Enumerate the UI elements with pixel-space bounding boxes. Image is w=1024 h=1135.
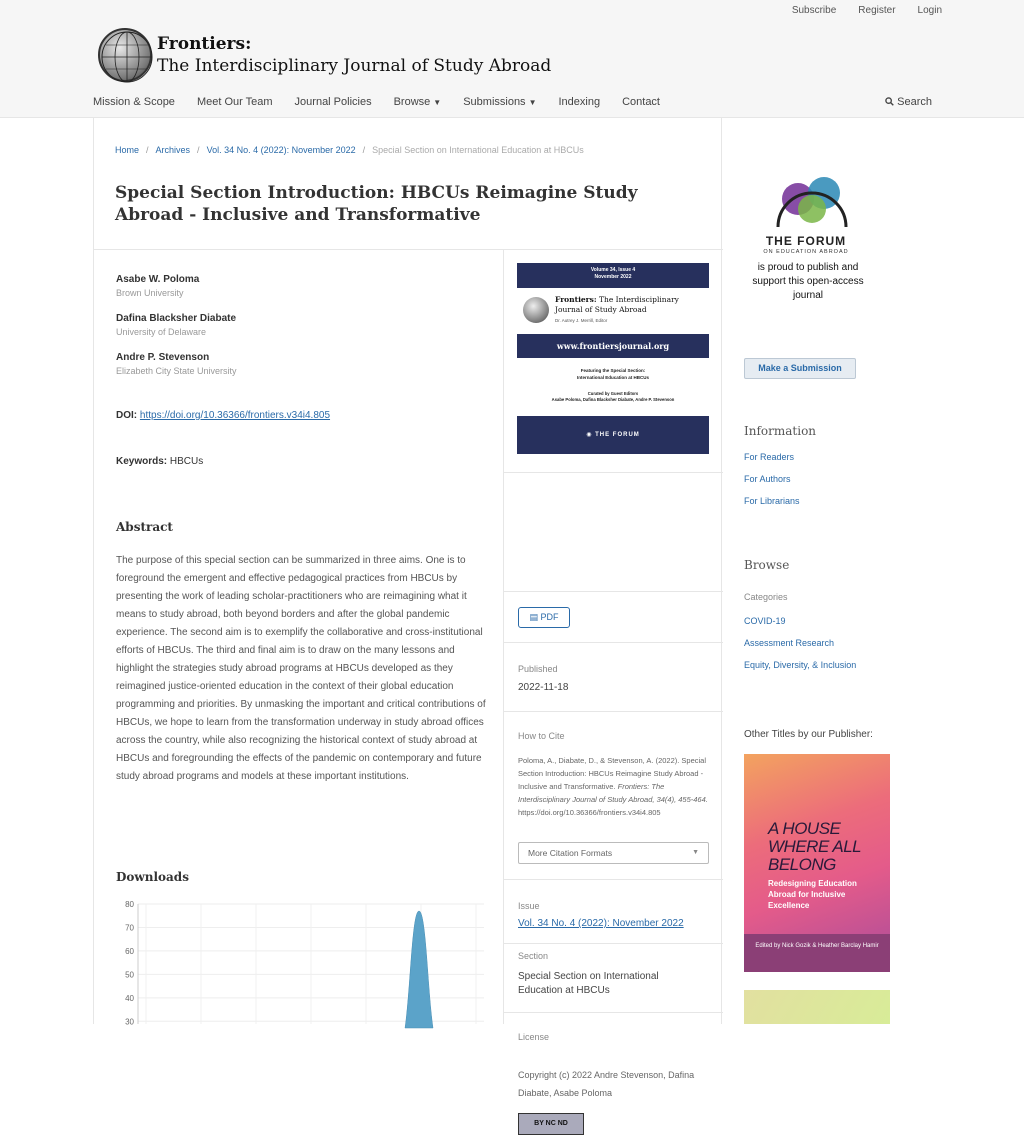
pdf-button[interactable] [518,607,570,628]
caret-down-icon: ▼ [528,98,537,107]
nav-contact[interactable]: Contact [622,96,660,108]
forum-logo-icon[interactable] [764,171,860,231]
category-covid[interactable]: COVID-19 [744,616,786,626]
cover-editor: Dr. Autrey J. Merrill, Editor [555,318,608,323]
divider [504,711,723,712]
breadcrumb: Home / Archives / Vol. 34 No. 4 (2022): November 2022 / Special Section on International Education at HBCUs [115,145,584,155]
y-tick-label: 70 [125,923,134,933]
cover-special-title: International Education at HBCUs [576,375,649,380]
keywords-value: HBCUs [169,456,204,467]
nav-indexing[interactable]: Indexing [558,96,601,108]
search-icon [885,97,894,106]
search-link[interactable] [885,96,932,108]
author-name: Andre P. Stevenson [116,352,210,363]
forum-name: THE FORUM [765,234,847,248]
nav-browse[interactable] [394,96,442,108]
cover-guest-label: Curated by Guest Editors [587,391,639,396]
y-tick-label: 80 [125,900,134,909]
keywords-label: Keywords: [116,456,168,467]
cover-volume: Volume 34, Issue 4 [590,267,636,273]
cover-title-bold: Frontiers: [555,295,597,304]
divider [504,943,723,944]
y-tick-label: 60 [125,946,134,956]
site-header [0,0,1024,118]
subscribe-link[interactable]: Subscribe [791,5,837,16]
cover-volume-band [517,263,709,288]
cover-special [517,367,709,381]
nav-team[interactable]: Meet Our Team [196,96,273,108]
breadcrumb-home[interactable]: Home [115,145,140,155]
issue-link[interactable]: Vol. 34 No. 4 (2022): November 2022 [518,918,684,929]
information-heading: Information [744,424,817,438]
site-subtitle[interactable]: The Interdisciplinary Journal of Study Abroad [157,56,552,76]
cite-doi: https://doi.org/10.36366/frontiers.v34i4.805 [518,808,661,817]
author-name: Dafina Blacksher Diabate [116,313,237,324]
forum-subtitle: ON EDUCATION ABROAD [763,249,849,255]
citation-text [518,754,713,819]
divider [504,879,723,880]
issue-label: Issue [518,901,540,911]
for-readers-link[interactable]: For Readers [744,452,795,462]
user-nav [792,5,942,16]
book-subtitle: Redesigning Education Abroad for Inclusive Excellence [768,879,857,910]
author-affiliation: Elizabeth City State University [116,366,237,376]
login-link[interactable]: Login [917,5,942,16]
divider [94,249,723,250]
globe-icon [523,297,549,323]
y-tick-label: 30 [125,1017,134,1027]
published-label: Published [518,664,558,674]
cite-label: How to Cite [518,731,565,741]
doi [116,410,330,421]
authors-list [116,274,237,391]
register-link[interactable]: Register [858,5,896,16]
section-label: Section [518,951,549,961]
published-date: 2022-11-18 [518,682,569,693]
cover-forum-band [517,416,709,454]
article-title: Special Section Introduction: HBCUs Reimagine Study Abroad - Inclusive and Transformative [115,183,638,225]
abstract-heading: Abstract [116,520,173,534]
cover-title-rest: The Interdisciplinary Journal of Study Abroad [555,295,679,314]
for-authors-link[interactable]: For Authors [744,474,791,484]
downloads-heading: Downloads [116,870,189,884]
other-titles-label: Other Titles by our Publisher: [744,729,873,740]
issue-cover[interactable] [517,263,709,455]
browse-heading: Browse [744,558,790,572]
make-submission-button[interactable]: Make a Submission [744,358,856,379]
site-title[interactable]: Frontiers: [157,34,252,54]
sidebar [722,118,1024,1024]
author [116,352,237,376]
nav-policies[interactable]: Journal Policies [294,96,372,108]
for-librarians-link[interactable]: For Librarians [744,496,800,506]
divider [504,591,723,592]
nav-submissions-label: Submissions [463,96,526,108]
cover-featuring: Featuring the Special Section: [580,368,646,373]
breadcrumb-archives[interactable]: Archives [155,145,191,155]
y-tick-label: 40 [125,993,134,1003]
article-content [93,118,722,1127]
license-label: License [518,1032,550,1042]
categories-label: Categories [744,592,788,602]
doi-label: DOI: [116,410,138,421]
chart-area-series [405,911,433,1028]
author-affiliation: Brown University [116,288,184,298]
main-nav [93,96,660,108]
file-icon: ▤ [529,612,538,622]
divider [504,1012,723,1013]
abstract-text: The purpose of this special section can be summarized in three aims. One is to foreground the emergent and effective pedagogical practices from HBCUs by presenting the work of leading scholar-practitioners who are reimagining what it means to study abroad, both beyond borders and after the global pandemic experience. The second aim is to exemplify the collaborative and cross-institutional efforts of HBCUs. The third and final aim is to draw on the many lessons and highlight the strategies study abroad programs at HBCUs developed as they reimagined justice-oriented education in the context of their global education programming and priorities. By unmasking the important and critical contributions of HBCUs, we hope to learn from the transformation underway in study abroad offices across the country, while also recognizing the historical context of study abroad at HBCUs and foregrounding the effects of the pandemic on contemporary and future study abroad programs and models at these important institutions. [116,555,486,782]
cover-date: November 2022 [594,274,632,280]
search-label: Search [897,96,932,108]
category-assessment[interactable]: Assessment Research [744,638,835,648]
cc-license-badge[interactable]: BY NC ND [518,1113,584,1135]
cite-journal: Frontiers: The Interdisciplinary Journal of Study Abroad, [518,782,665,804]
license-text: Copyright (c) 2022 Andre Stevenson, Dafina Diabate, Asabe Poloma [518,1070,695,1098]
citation-formats-label: More Citation Formats [528,848,613,858]
author-affiliation: University of Delaware [116,327,207,337]
keywords [116,456,203,467]
caret-down-icon: ▼ [433,98,442,107]
category-equity[interactable]: Equity, Diversity, & Inclusion [744,660,857,670]
chevron-down-icon: ▼ [692,849,699,856]
section-value: Special Section on International Education at HBCUs [518,971,659,996]
nav-mission[interactable]: Mission & Scope [93,96,175,108]
cover-title [555,295,707,315]
nav-browse-label: Browse [393,96,431,108]
y-tick-label: 50 [125,970,134,980]
citation-formats-dropdown[interactable] [518,842,709,864]
downloads-chart [116,898,486,1027]
cover-guest-names: Asabe Poloma, Dafina Blacksher Diabate, Andre P. Stevenson [551,397,675,402]
author-name: Asabe W. Poloma [116,274,200,285]
cite-main: Poloma, A., Diabate, D., & Stevenson, A. (2022). Special Section Introduction: HBCUs Reimagine Study Abroad - Inclusive and Transformative. [518,756,707,791]
cite-volume: 34(4), 455-464. [656,795,708,804]
breadcrumb-current: Special Section on International Education at HBCUs [372,145,584,155]
pdf-label: PDF [540,612,559,622]
breadcrumb-issue[interactable]: Vol. 34 No. 4 (2022): November 2022 [206,145,356,155]
author [116,274,237,298]
cover-forum: THE FORUM [595,432,640,438]
doi-link[interactable]: https://doi.org/10.36366/frontiers.v34i4.805 [139,410,331,421]
divider [504,472,723,473]
cover-guest-editors [517,391,709,403]
book-editors: Edited by Nick Gozik & Heather Barclay Hamir [744,934,890,972]
book-title: A HOUSE WHERE ALL BELONG [768,819,861,874]
divider [504,642,723,643]
book-cover-2[interactable] [744,990,890,1024]
cover-url: www.frontiersjournal.org [517,334,709,358]
nav-submissions[interactable] [463,96,536,108]
forum-text: is proud to publish and support this open-access journal [752,262,864,301]
book-cover[interactable] [744,754,890,972]
forum-mark-icon: ◉ [586,432,596,438]
author [116,313,237,337]
divider [503,249,504,1024]
globe-logo-icon[interactable] [98,28,152,82]
